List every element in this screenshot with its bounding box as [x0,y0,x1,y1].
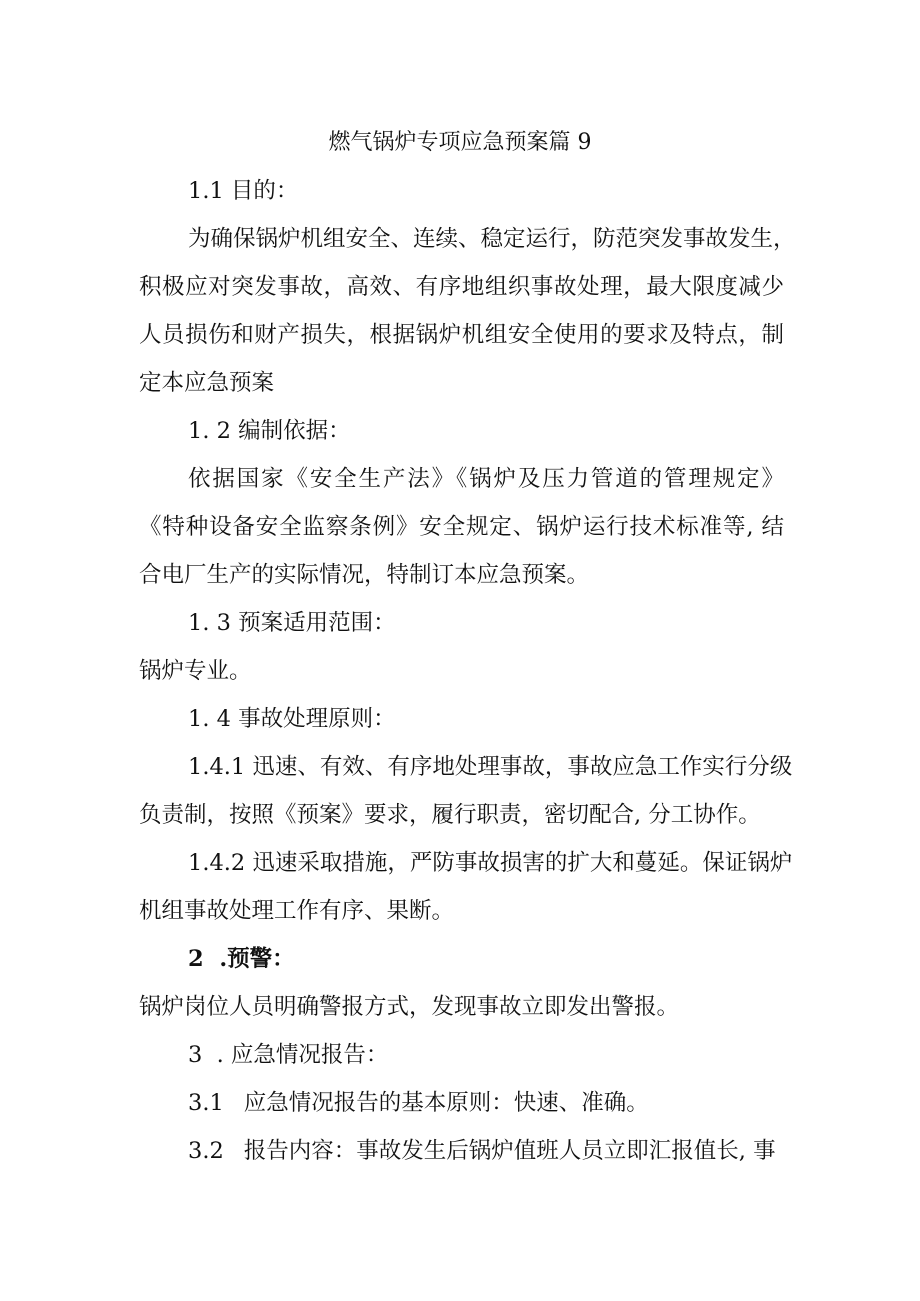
list-item-line [188,1136,776,1166]
item-number: 3.2 [188,1138,224,1164]
paragraph-line: 合电厂生产的实际情况，特制订本应急预案。 [139,562,590,588]
paragraph-line: 依据国家《安全生产法》《锅炉及压力管道的管理规定》 [188,466,784,492]
list-item-line [188,1088,649,1118]
document-title: 燃气锅炉专项应急预案篇 9 [328,130,592,155]
item-number: 3.1 [188,1090,224,1116]
heading-2-warning: 2 .预警： [188,946,295,972]
paragraph-line: 人员损伤和财产损失，根据锅炉机组安全使用的要求及特点，制 [139,322,784,348]
paragraph-line: 《特种设备安全监察条例》安全规定、锅炉运行技术标准等, 结 [139,514,784,540]
paragraph-line: 负责制，按照《预案》要求，履行职责，密切配合, 分工协作。 [139,802,761,828]
paragraph-line: 锅炉岗位人员明确警报方式，发现事故立即发出警报。 [139,994,680,1020]
heading-1-1: 1.1 目的： [188,178,299,204]
heading-3-report: 3 . 应急情况报告： [188,1042,389,1068]
paragraph-line: 积极应对突发事故，高效、有序地组织事故处理，最大限度减少 [139,274,784,300]
item-text: 应急情况报告的基本原则：快速、准确。 [243,1090,649,1116]
paragraph-line: 定本应急预案 [139,370,275,396]
heading-1-3: 1. 3 预案适用范围： [188,610,396,636]
heading-1-2: 1. 2 编制依据： [188,418,351,444]
paragraph-line: 1.4.1 迅速、有效、有序地处理事故，事故应急工作实行分级 [188,754,793,780]
paragraph-line: 为确保锅炉机组安全、连续、稳定运行，防范突发事故发生， [188,226,796,252]
paragraph-line: 1.4.2 迅速采取措施，严防事故损害的扩大和蔓延。保证锅炉 [188,850,793,876]
paragraph-line: 锅炉专业。 [139,658,252,684]
item-text: 报告内容：事故发生后锅炉值班人员立即汇报值长, 事 [243,1138,776,1164]
heading-1-4: 1. 4 事故处理原则： [188,706,396,732]
paragraph-line: 机组事故处理工作有序、果断。 [139,898,455,924]
